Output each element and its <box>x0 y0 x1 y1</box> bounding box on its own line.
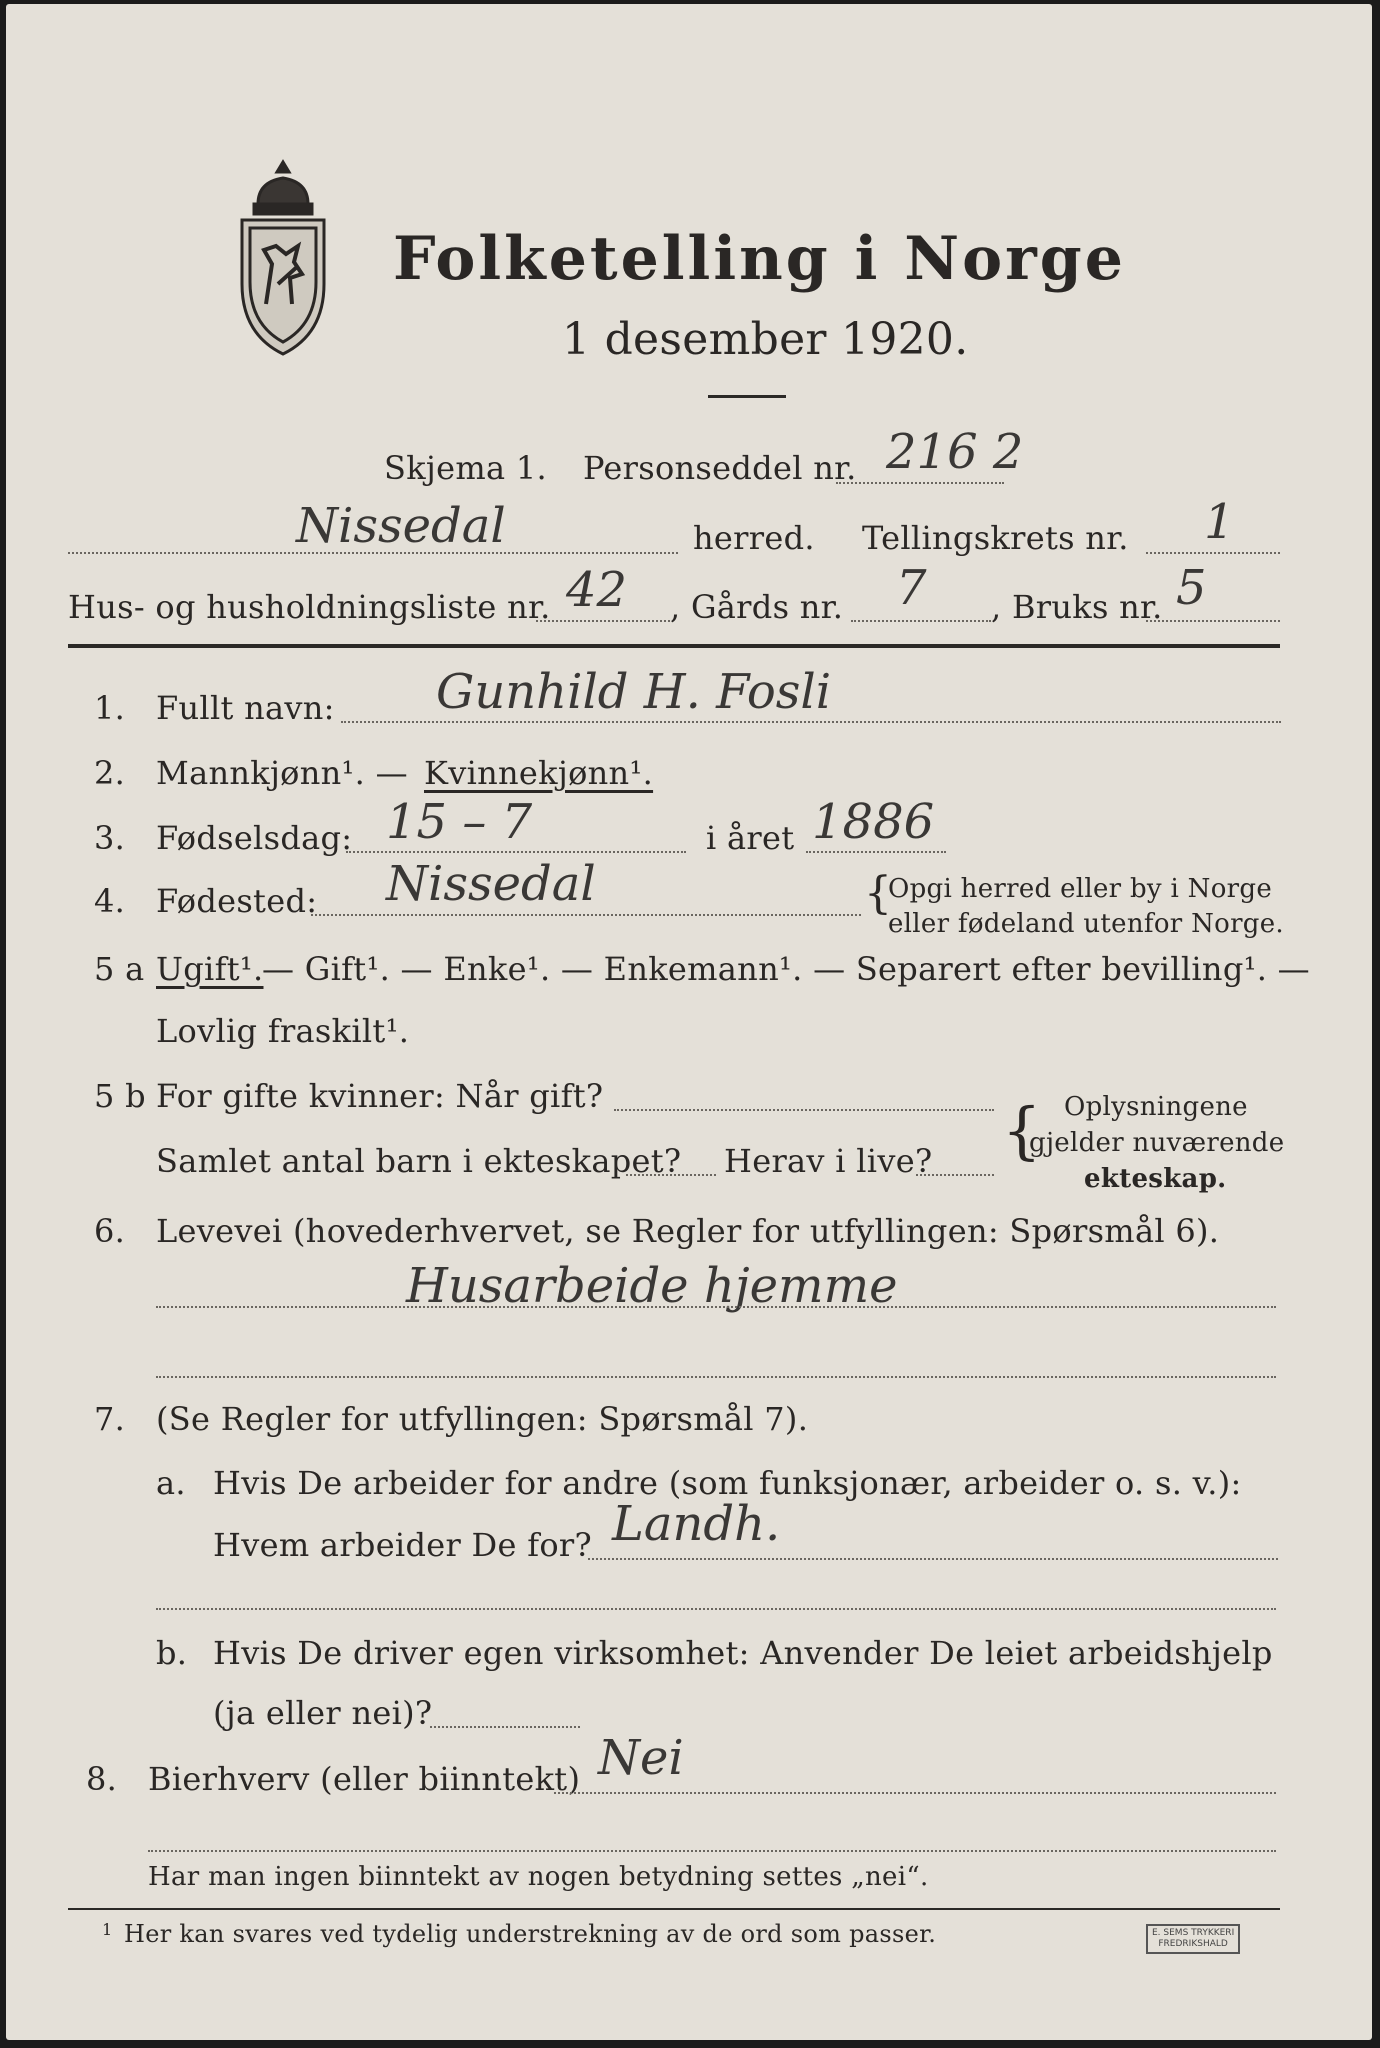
q5b-number: 5 b <box>94 1077 146 1115</box>
q7-label: (Se Regler for utfyllingen: Spørsmål 7). <box>156 1400 809 1438</box>
sex-option-male[interactable]: Mannkjønn¹. — <box>156 754 408 792</box>
q5b-alive-label: Herav i live? <box>724 1142 933 1180</box>
hus-label: Hus- og husholdningsliste nr. <box>68 588 551 626</box>
children-count-field[interactable] <box>626 1174 716 1176</box>
tellingskrets-field[interactable] <box>1146 552 1280 554</box>
q5b-note-line1: Oplysningene <box>1064 1092 1248 1122</box>
q6-number: 6. <box>94 1212 126 1250</box>
birth-year-label: i året <box>706 819 795 857</box>
birth-year-field[interactable] <box>806 851 946 853</box>
status-option-lovlig-fraskilt[interactable]: Lovlig fraskilt¹. <box>156 1012 410 1050</box>
side-income-value: Nei <box>598 1730 684 1786</box>
q7b-line2: (ja eller nei)? <box>213 1694 433 1732</box>
footer-note: Har man ingen biinntekt av nogen betydning settes „nei“. <box>148 1862 929 1892</box>
q4-note-line1: Opgi herred eller by i Norge <box>888 874 1273 904</box>
personseddel-label: Personseddel nr. <box>583 449 857 487</box>
q3-label: Fødselsdag: <box>156 819 353 857</box>
q3-number: 3. <box>94 819 126 857</box>
norway-coat-of-arms-icon <box>228 154 338 364</box>
status-options-rest[interactable]: — Gift¹. — Enke¹. — Enkemann¹. — Separert efter bevilling¹. — <box>262 950 1310 988</box>
q1-label: Fullt navn: <box>156 689 335 727</box>
q8-number: 8. <box>86 1760 118 1798</box>
birthplace-value: Nissedal <box>386 856 596 912</box>
title-divider <box>708 395 786 398</box>
q8-label: Bierhverv (eller biinntekt) <box>148 1760 581 1798</box>
q4-label: Fødested: <box>156 882 318 920</box>
q7-number: 7. <box>94 1400 126 1438</box>
census-date: 1 desember 1920. <box>562 314 969 365</box>
q5a-number: 5 a <box>94 950 145 988</box>
header-divider <box>68 644 1280 648</box>
children-alive-field[interactable] <box>916 1174 994 1176</box>
bruks-field[interactable] <box>1146 620 1280 622</box>
printer-stamp <box>1146 1924 1240 1954</box>
tellingskrets-label: Tellingskrets nr. <box>862 519 1129 557</box>
bruks-value: 5 <box>1176 560 1207 616</box>
full-name-field[interactable] <box>341 721 1281 723</box>
herred-label: herred. <box>693 519 815 557</box>
status-option-ugift[interactable]: Ugift¹. <box>156 950 264 988</box>
gards-field[interactable] <box>851 620 991 622</box>
q4-number: 4. <box>94 882 126 920</box>
herred-value: Nissedal <box>296 498 506 554</box>
married-when-field[interactable] <box>614 1109 994 1111</box>
sex-option-female[interactable]: Kvinnekjønn¹. <box>424 754 654 792</box>
bruks-label: , Bruks nr. <box>991 588 1163 626</box>
hus-value: 42 <box>566 562 628 618</box>
q5b-brace: { <box>1002 1094 1042 1167</box>
gards-label: , Gårds nr. <box>670 588 844 626</box>
full-name-value: Gunhild H. Fosli <box>436 664 832 720</box>
q4-note-line2: eller fødeland utenfor Norge. <box>888 909 1284 939</box>
q2-number: 2. <box>94 754 126 792</box>
employer-field-line2[interactable] <box>156 1608 1276 1610</box>
employer-field[interactable] <box>588 1558 1278 1560</box>
side-income-field[interactable] <box>554 1792 1276 1794</box>
employer-value: Landh. <box>612 1496 781 1552</box>
side-income-field-line2[interactable] <box>148 1850 1276 1852</box>
tellingskrets-value: 1 <box>1204 494 1235 550</box>
q7a-line2: Hvem arbeider De for? <box>213 1526 592 1564</box>
q5b-line1: For gifte kvinner: Når gift? <box>156 1077 604 1115</box>
footnote-mark: 1 <box>102 1920 113 1939</box>
q5b-children-label: Samlet antal barn i ekteskapet? <box>156 1142 682 1180</box>
birth-year-value: 1886 <box>812 794 935 850</box>
q5b-note-line2: gjelder nuværende <box>1029 1128 1285 1158</box>
printer-stamp-line2: FREDRIKSHALD <box>1158 1939 1228 1949</box>
q6-label: Levevei (hovederhvervet, se Regler for utfyllingen: Spørsmål 6). <box>156 1212 1220 1250</box>
skjema-label: Skjema 1. <box>384 449 547 487</box>
personseddel-field[interactable] <box>836 482 1004 484</box>
q7b-line1: Hvis De driver egen virksomhet: Anvender De leiet arbeidshjelp <box>213 1634 1273 1672</box>
q5b-note-line3: ekteskap. <box>1084 1164 1227 1194</box>
census-form-paper <box>6 4 1372 2040</box>
occupation-field-line1[interactable] <box>156 1306 1276 1308</box>
birthdate-value: 15 – 7 <box>386 794 533 850</box>
q1-number: 1. <box>94 689 126 727</box>
birthdate-field[interactable] <box>346 851 686 853</box>
printer-stamp-line1: E. SEMS TRYKKERI <box>1152 1928 1235 1938</box>
q7b-number: b. <box>156 1634 188 1672</box>
q7a-number: a. <box>156 1464 186 1502</box>
occupation-field-line2[interactable] <box>156 1376 1276 1378</box>
form-title: Folketelling i Norge <box>393 224 1126 294</box>
footnote-text: Her kan svares ved tydelig understrekning av de ord som passer. <box>124 1920 937 1948</box>
personseddel-value: 216 2 <box>886 424 1024 480</box>
gards-value: 7 <box>896 560 927 616</box>
hus-field[interactable] <box>536 620 670 622</box>
q7a-line1: Hvis De arbeider for andre (som funksjonær, arbeider o. s. v.): <box>213 1464 1242 1502</box>
birthplace-field[interactable] <box>311 914 861 916</box>
hired-help-field[interactable] <box>430 1726 580 1728</box>
occupation-value: Husarbeide hjemme <box>406 1258 898 1314</box>
q4-brace: { <box>864 868 892 919</box>
footer-divider <box>68 1908 1280 1910</box>
